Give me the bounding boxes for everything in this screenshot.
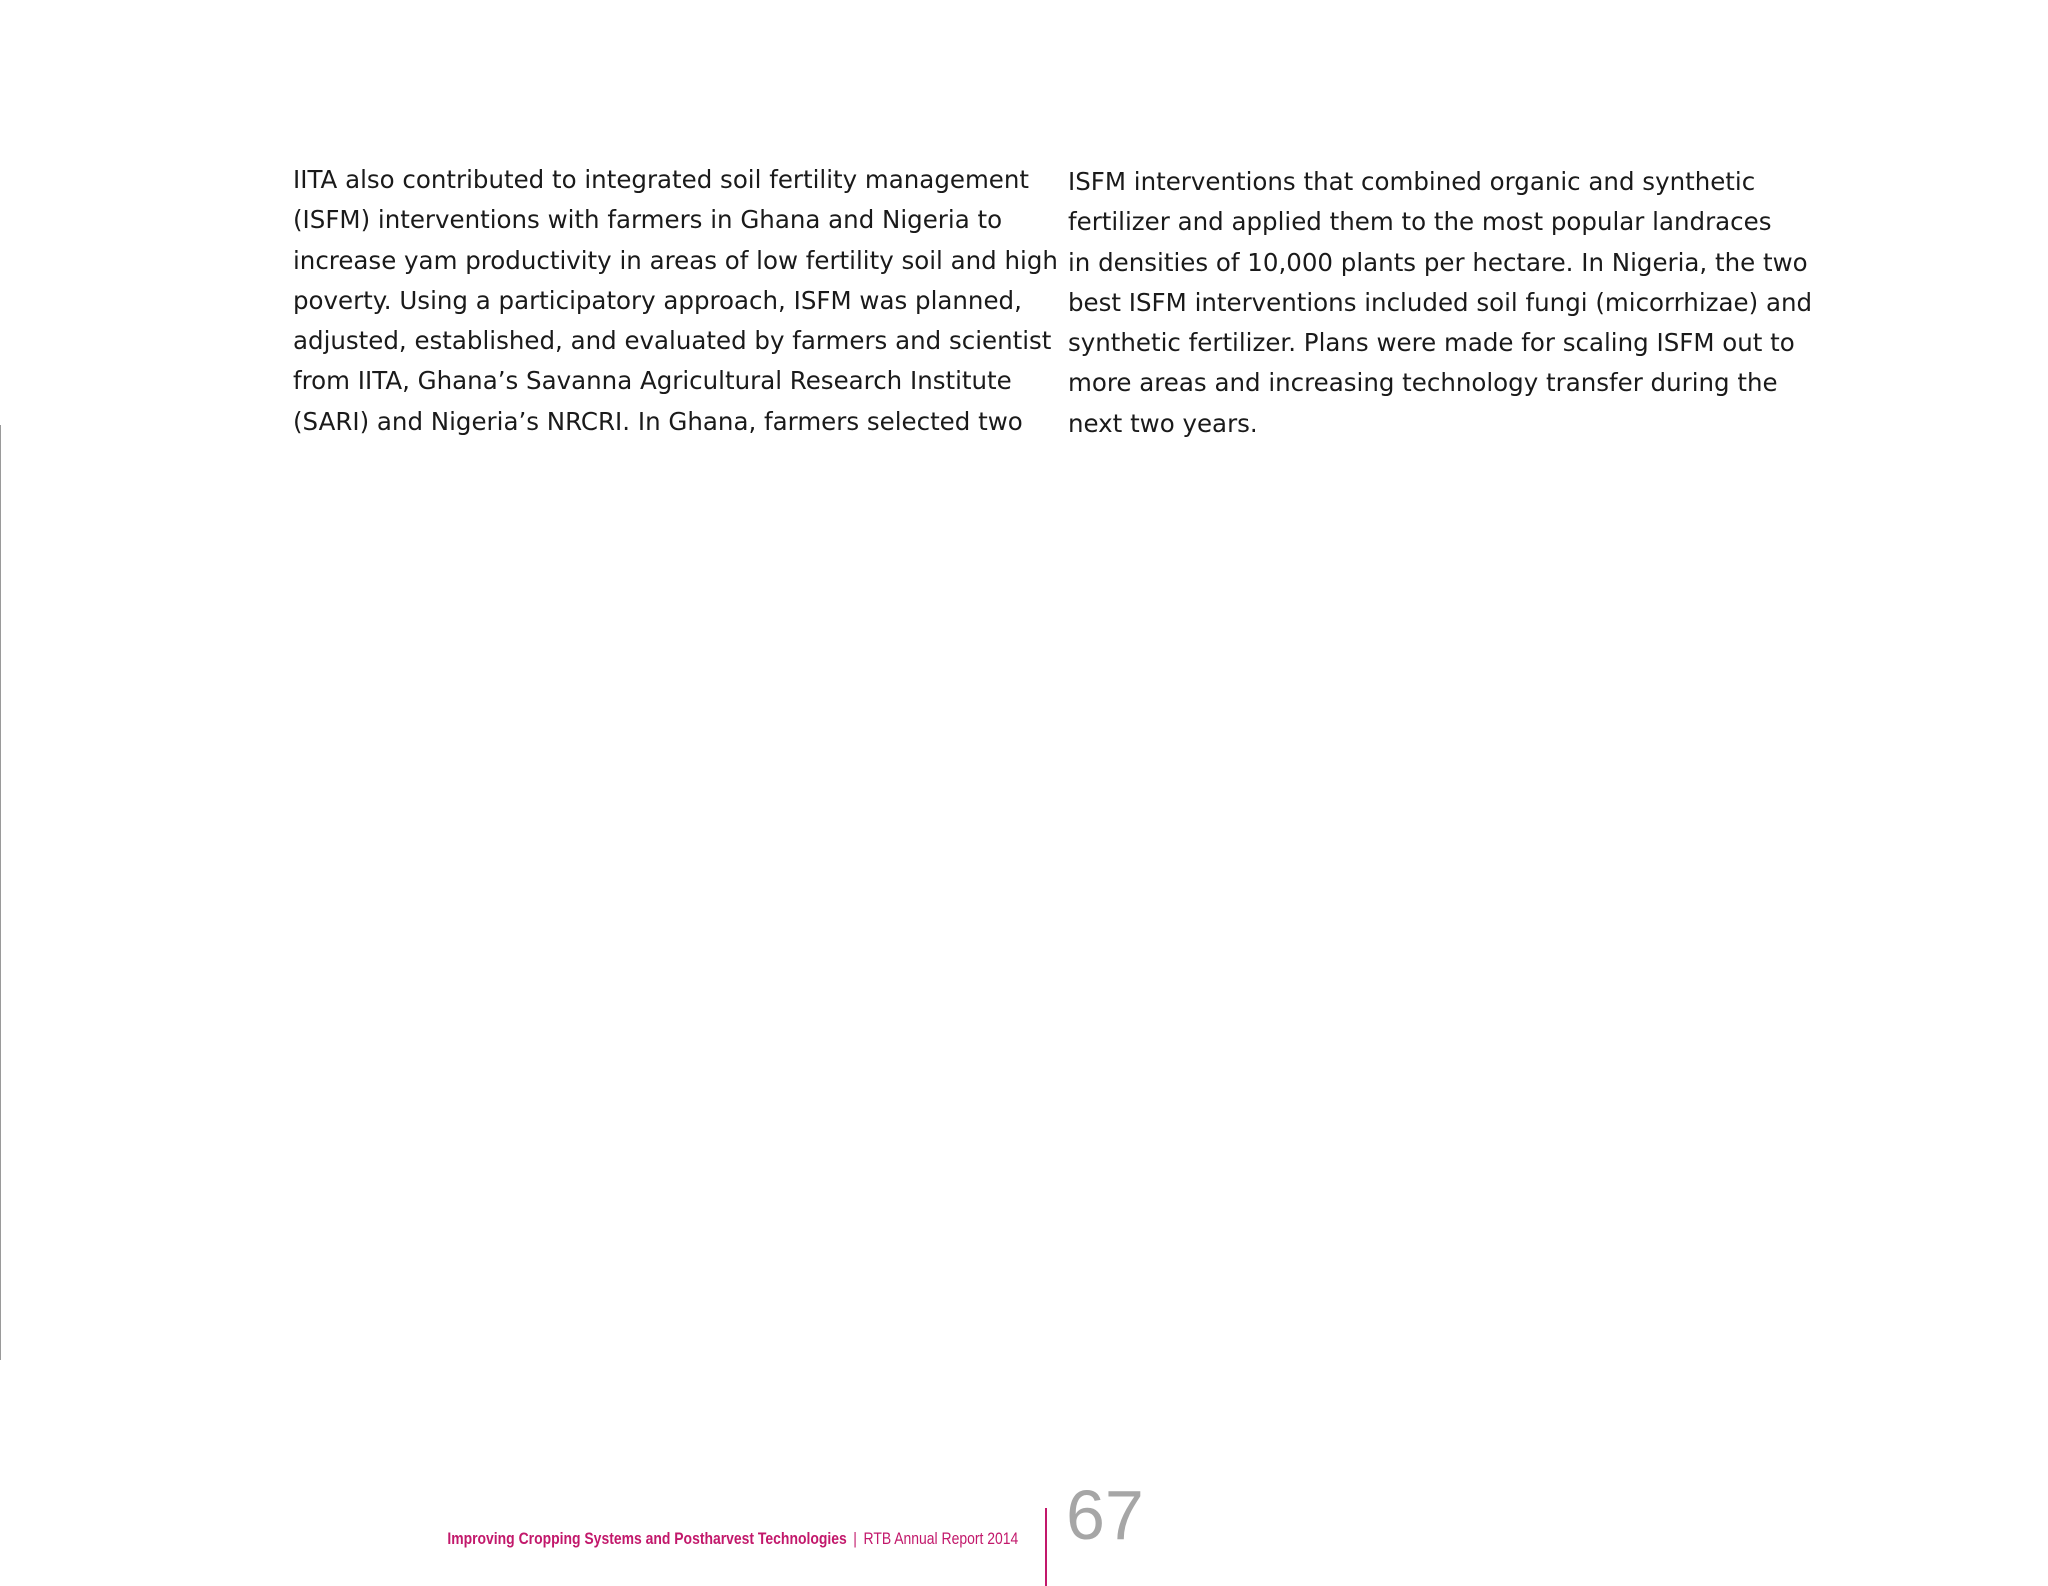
- footer-section-title: Improving Cropping Systems and Postharvest Technologies: [447, 1529, 847, 1548]
- body-column-right: [1068, 162, 1812, 444]
- text-line: IITA also contributed to integrated soil fertility management: [293, 165, 1030, 194]
- text-line: more areas and increasing technology transfer during the: [1068, 368, 1778, 398]
- text-line: (ISFM) interventions with farmers in Ghana and Nigeria to: [293, 205, 1003, 235]
- text-line: fertilizer and applied them to the most popular landraces: [1068, 207, 1772, 237]
- text-line: from IITA, Ghana’s Savanna Agricultural Research Institute: [293, 366, 1012, 396]
- body-column-left: [293, 160, 1058, 442]
- text-line: ISFM interventions that combined organic and synthetic: [1068, 167, 1756, 196]
- text-line: adjusted, established, and evaluated by farmers and scientist: [293, 326, 1052, 356]
- text-line: best ISFM interventions included soil fungi (micorrhizae) and: [1068, 287, 1813, 317]
- text-line: (SARI) and Nigeria’s NRCRI. In Ghana, farmers selected two: [293, 406, 1023, 436]
- text-line: next two years.: [1068, 408, 1258, 438]
- page-edge-line: [0, 425, 1, 1360]
- text-line: in densities of 10,000 plants per hectare. In Nigeria, the two: [1068, 247, 1808, 277]
- page-number: 67: [1066, 1476, 1144, 1554]
- footer-report-title: RTB Annual Report 2014: [863, 1529, 1018, 1548]
- text-line: increase yam productivity in areas of low fertility soil and high: [293, 245, 1058, 275]
- text-line: synthetic fertilizer. Plans were made for scaling ISFM out to: [1068, 328, 1795, 358]
- footer-separator: |: [853, 1529, 857, 1548]
- text-line: poverty. Using a participatory approach, ISFM was planned,: [293, 285, 1022, 315]
- footer-divider: [1045, 1508, 1047, 1586]
- footer-running-title: [447, 1529, 1018, 1549]
